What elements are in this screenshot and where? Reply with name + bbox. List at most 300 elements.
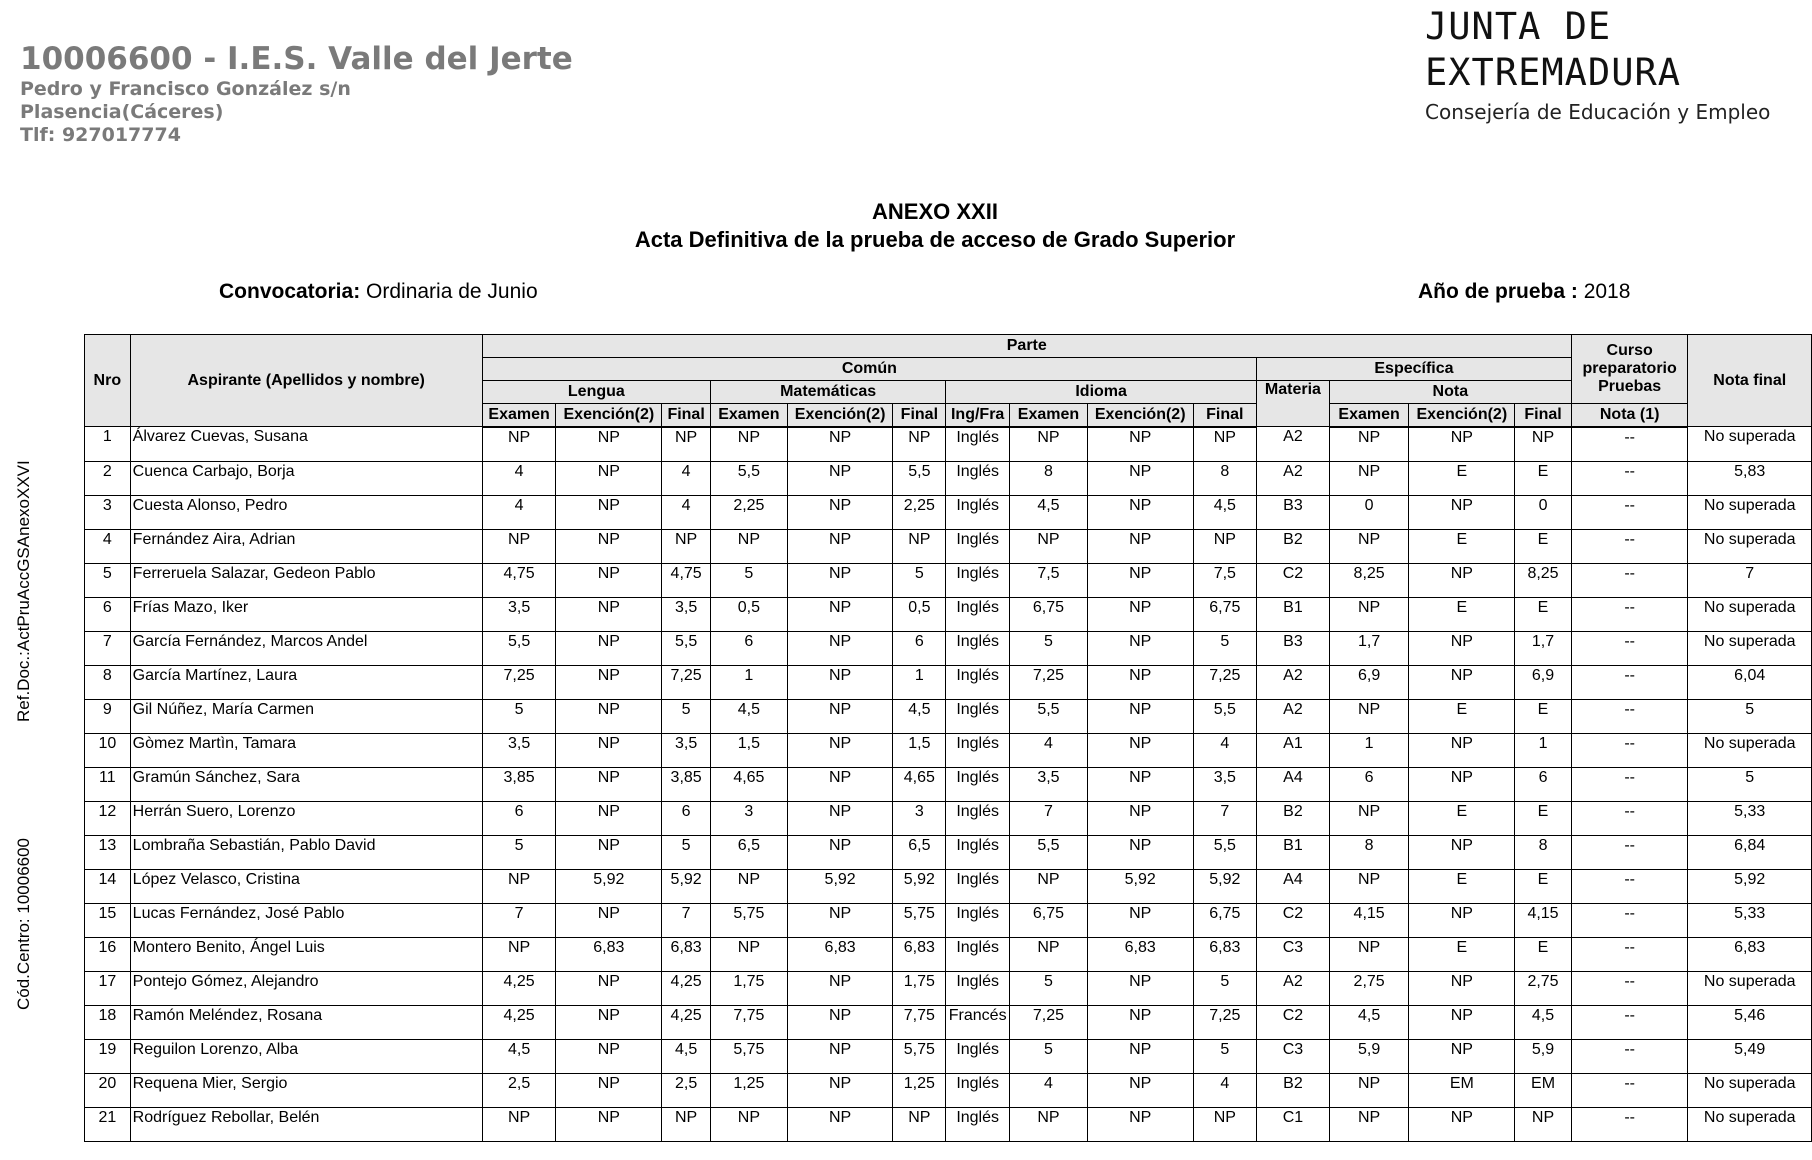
cell-idioma-lang: Inglés: [946, 495, 1010, 529]
cell-lengua-final: 3,5: [662, 733, 711, 767]
cell-idioma-examen: 4,5: [1010, 495, 1088, 529]
cell-esp-final: E: [1515, 869, 1572, 903]
cell-mat-examen: 6: [711, 631, 788, 665]
cell-nro: 11: [85, 767, 131, 801]
table-row: [85, 903, 1812, 937]
cell-aspirante: Gil Núñez, María Carmen: [130, 699, 482, 733]
cell-lengua-examen: NP: [482, 1107, 556, 1141]
cell-aspirante: Reguilon Lorenzo, Alba: [130, 1039, 482, 1073]
cell-mat-examen: 1,25: [711, 1073, 788, 1107]
cell-esp-examen: 6: [1329, 767, 1409, 801]
cell-lengua-examen: 3,5: [482, 597, 556, 631]
header-idioma-exencion: Exención(2): [1087, 404, 1193, 427]
cell-lengua-final: 4,5: [662, 1039, 711, 1073]
cell-esp-examen: NP: [1329, 869, 1409, 903]
cell-curso-nota: --: [1571, 903, 1688, 937]
cell-esp-examen: 4,15: [1329, 903, 1409, 937]
cell-nro: 16: [85, 937, 131, 971]
cell-materia: A2: [1257, 427, 1330, 462]
year: [1418, 280, 1630, 304]
year-value: 2018: [1583, 280, 1631, 303]
cell-lengua-examen: 4,25: [482, 1005, 556, 1039]
cell-curso-nota: --: [1571, 1107, 1688, 1141]
cell-nota-final: 5: [1688, 699, 1812, 733]
cell-nro: 15: [85, 903, 131, 937]
cell-esp-exencion: E: [1409, 461, 1515, 495]
header-curso-nota: Nota (1): [1571, 404, 1688, 427]
cell-idioma-examen: 4: [1010, 733, 1088, 767]
school-address: Pedro y Francisco González s/n: [20, 78, 351, 100]
cell-idioma-final: NP: [1193, 529, 1257, 563]
cell-nota-final: 7: [1688, 563, 1812, 597]
cell-mat-examen: NP: [711, 869, 788, 903]
cell-lengua-examen: 2,5: [482, 1073, 556, 1107]
cell-materia: B3: [1257, 495, 1330, 529]
cell-curso-nota: --: [1571, 665, 1688, 699]
cell-mat-exencion: NP: [787, 1039, 893, 1073]
cell-idioma-lang: Inglés: [946, 937, 1010, 971]
school-code-name: 10006600 - I.E.S. Valle del Jerte: [20, 41, 573, 77]
cell-lengua-examen: 4,75: [482, 563, 556, 597]
cell-idioma-lang: Inglés: [946, 427, 1010, 462]
cell-lengua-examen: 5: [482, 699, 556, 733]
cell-mat-examen: 5,75: [711, 1039, 788, 1073]
cell-lengua-exencion: NP: [556, 529, 662, 563]
header-nota-final: Nota final: [1688, 335, 1812, 427]
cell-lengua-examen: 7,25: [482, 665, 556, 699]
cell-lengua-exencion: NP: [556, 1073, 662, 1107]
cell-lengua-examen: 5: [482, 835, 556, 869]
school-phone: Tlf: 927017774: [20, 124, 181, 146]
cell-aspirante: Gramún Sánchez, Sara: [130, 767, 482, 801]
cell-lengua-examen: 4: [482, 461, 556, 495]
cell-lengua-examen: NP: [482, 529, 556, 563]
cell-mat-examen: NP: [711, 937, 788, 971]
cell-mat-examen: NP: [711, 1107, 788, 1141]
cell-nota-final: 6,84: [1688, 835, 1812, 869]
cell-mat-examen: 1: [711, 665, 788, 699]
cell-esp-exencion: NP: [1409, 563, 1515, 597]
cell-curso-nota: --: [1571, 835, 1688, 869]
cell-mat-examen: 2,25: [711, 495, 788, 529]
cell-lengua-exencion: NP: [556, 427, 662, 462]
cell-materia: C2: [1257, 1005, 1330, 1039]
cell-esp-examen: NP: [1329, 1073, 1409, 1107]
cell-lengua-exencion: NP: [556, 665, 662, 699]
table-row: [85, 1073, 1812, 1107]
cell-esp-examen: NP: [1329, 427, 1409, 462]
cell-idioma-exencion: NP: [1087, 461, 1193, 495]
cell-materia: C2: [1257, 903, 1330, 937]
cell-idioma-exencion: NP: [1087, 699, 1193, 733]
cell-idioma-exencion: NP: [1087, 563, 1193, 597]
cell-idioma-examen: 4: [1010, 1073, 1088, 1107]
cell-esp-exencion: NP: [1409, 1107, 1515, 1141]
cell-esp-exencion: NP: [1409, 767, 1515, 801]
table-row: [85, 1039, 1812, 1073]
header-lengua: Lengua: [482, 381, 710, 404]
cell-nro: 14: [85, 869, 131, 903]
cell-lengua-exencion: NP: [556, 835, 662, 869]
cell-lengua-final: 3,85: [662, 767, 711, 801]
cell-mat-exencion: NP: [787, 631, 893, 665]
cell-lengua-examen: 7: [482, 903, 556, 937]
cell-lengua-exencion: NP: [556, 461, 662, 495]
cell-idioma-final: 6,75: [1193, 597, 1257, 631]
cell-mat-exencion: 6,83: [787, 937, 893, 971]
cell-idioma-final: 5,5: [1193, 835, 1257, 869]
cell-nota-final: 5,49: [1688, 1039, 1812, 1073]
cell-idioma-examen: 6,75: [1010, 597, 1088, 631]
cell-lengua-exencion: 5,92: [556, 869, 662, 903]
cell-lengua-exencion: 6,83: [556, 937, 662, 971]
cell-nro: 17: [85, 971, 131, 1005]
cell-lengua-final: 6,83: [662, 937, 711, 971]
cell-nota-final: No superada: [1688, 971, 1812, 1005]
cell-lengua-exencion: NP: [556, 631, 662, 665]
cell-aspirante: Ramón Meléndez, Rosana: [130, 1005, 482, 1039]
cell-mat-final: 1: [893, 665, 946, 699]
cell-mat-exencion: NP: [787, 903, 893, 937]
cell-mat-examen: 0,5: [711, 597, 788, 631]
cell-mat-final: 6,5: [893, 835, 946, 869]
side-centre-code: Cód.Centro: 10006600: [14, 837, 33, 1010]
cell-mat-final: 0,5: [893, 597, 946, 631]
cell-materia: B1: [1257, 835, 1330, 869]
cell-esp-exencion: NP: [1409, 1039, 1515, 1073]
cell-idioma-lang: Inglés: [946, 665, 1010, 699]
cell-aspirante: Fernández Aira, Adrian: [130, 529, 482, 563]
cell-mat-exencion: NP: [787, 699, 893, 733]
side-ref: Ref.Doc.:ActPruAccGSAnexoXXVI: [14, 460, 33, 722]
cell-aspirante: Montero Benito, Ángel Luis: [130, 937, 482, 971]
header-nota: Nota: [1329, 381, 1571, 404]
header-lengua-examen: Examen: [482, 404, 556, 427]
cell-esp-final: 2,75: [1515, 971, 1572, 1005]
cell-nota-final: No superada: [1688, 597, 1812, 631]
cell-nro: 21: [85, 1107, 131, 1141]
cell-esp-final: E: [1515, 937, 1572, 971]
cell-esp-exencion: NP: [1409, 427, 1515, 462]
cell-lengua-exencion: NP: [556, 733, 662, 767]
cell-materia: A2: [1257, 699, 1330, 733]
cell-mat-exencion: NP: [787, 1107, 893, 1141]
cell-nota-final: No superada: [1688, 631, 1812, 665]
cell-mat-final: 5,75: [893, 903, 946, 937]
cell-nro: 3: [85, 495, 131, 529]
cell-esp-exencion: NP: [1409, 903, 1515, 937]
agency-department: Consejería de Educación y Empleo: [1425, 100, 1771, 124]
cell-lengua-final: 5: [662, 699, 711, 733]
cell-esp-examen: 8: [1329, 835, 1409, 869]
cell-idioma-exencion: NP: [1087, 801, 1193, 835]
cell-idioma-final: 5: [1193, 631, 1257, 665]
header-aspirante: Aspirante (Apellidos y nombre): [130, 335, 482, 427]
cell-lengua-exencion: NP: [556, 563, 662, 597]
cell-mat-final: 5: [893, 563, 946, 597]
cell-aspirante: López Velasco, Cristina: [130, 869, 482, 903]
cell-curso-nota: --: [1571, 869, 1688, 903]
cell-idioma-exencion: NP: [1087, 835, 1193, 869]
cell-lengua-final: 4,25: [662, 971, 711, 1005]
cell-materia: B1: [1257, 597, 1330, 631]
cell-idioma-lang: Inglés: [946, 869, 1010, 903]
cell-materia: C1: [1257, 1107, 1330, 1141]
cell-idioma-lang: Inglés: [946, 461, 1010, 495]
cell-materia: B3: [1257, 631, 1330, 665]
cell-aspirante: Lombraña Sebastián, Pablo David: [130, 835, 482, 869]
cell-curso-nota: --: [1571, 733, 1688, 767]
cell-curso-nota: --: [1571, 801, 1688, 835]
cell-esp-examen: NP: [1329, 461, 1409, 495]
cell-esp-exencion: NP: [1409, 1005, 1515, 1039]
header-especifica: Específica: [1257, 358, 1572, 381]
cell-nota-final: 5,46: [1688, 1005, 1812, 1039]
year-label: Año de prueba :: [1418, 280, 1578, 303]
cell-materia: C3: [1257, 937, 1330, 971]
cell-idioma-examen: 7,25: [1010, 665, 1088, 699]
cell-esp-exencion: NP: [1409, 733, 1515, 767]
cell-lengua-examen: 4,5: [482, 1039, 556, 1073]
cell-lengua-final: 4: [662, 461, 711, 495]
cell-idioma-examen: 7,5: [1010, 563, 1088, 597]
cell-esp-examen: NP: [1329, 699, 1409, 733]
cell-mat-final: 2,25: [893, 495, 946, 529]
cell-idioma-final: 5,5: [1193, 699, 1257, 733]
cell-materia: A2: [1257, 461, 1330, 495]
table-row: [85, 563, 1812, 597]
cell-mat-exencion: NP: [787, 1073, 893, 1107]
cell-nro: 9: [85, 699, 131, 733]
cell-idioma-final: 7,25: [1193, 1005, 1257, 1039]
cell-idioma-lang: Inglés: [946, 835, 1010, 869]
cell-curso-nota: --: [1571, 631, 1688, 665]
cell-esp-examen: NP: [1329, 801, 1409, 835]
table-row: [85, 529, 1812, 563]
cell-lengua-final: 7: [662, 903, 711, 937]
cell-nro: 10: [85, 733, 131, 767]
convocatoria-label: Convocatoria:: [219, 280, 361, 303]
cell-lengua-exencion: NP: [556, 699, 662, 733]
cell-idioma-exencion: NP: [1087, 1073, 1193, 1107]
table-row: [85, 733, 1812, 767]
cell-idioma-final: 7: [1193, 801, 1257, 835]
document-titles: [0, 198, 1812, 254]
table-row: [85, 495, 1812, 529]
cell-mat-exencion: NP: [787, 767, 893, 801]
cell-idioma-examen: 3,5: [1010, 767, 1088, 801]
cell-idioma-exencion: NP: [1087, 495, 1193, 529]
cell-esp-examen: 6,9: [1329, 665, 1409, 699]
cell-esp-exencion: NP: [1409, 971, 1515, 1005]
cell-mat-final: 6,83: [893, 937, 946, 971]
cell-aspirante: Ferreruela Salazar, Gedeon Pablo: [130, 563, 482, 597]
cell-idioma-exencion: NP: [1087, 971, 1193, 1005]
cell-idioma-lang: Inglés: [946, 971, 1010, 1005]
cell-idioma-examen: 5,5: [1010, 835, 1088, 869]
cell-materia: C2: [1257, 563, 1330, 597]
table-row: [85, 427, 1812, 462]
cell-mat-exencion: NP: [787, 1005, 893, 1039]
cell-esp-exencion: E: [1409, 801, 1515, 835]
cell-idioma-exencion: NP: [1087, 529, 1193, 563]
cell-lengua-exencion: NP: [556, 1107, 662, 1141]
cell-lengua-examen: NP: [482, 427, 556, 462]
cell-aspirante: Rodríguez Rebollar, Belén: [130, 1107, 482, 1141]
cell-mat-examen: 5,75: [711, 903, 788, 937]
cell-idioma-lang: Inglés: [946, 733, 1010, 767]
cell-nro: 5: [85, 563, 131, 597]
cell-lengua-final: 4,75: [662, 563, 711, 597]
cell-mat-examen: 5: [711, 563, 788, 597]
cell-curso-nota: --: [1571, 1039, 1688, 1073]
cell-materia: B2: [1257, 801, 1330, 835]
cell-nro: 8: [85, 665, 131, 699]
cell-lengua-exencion: NP: [556, 801, 662, 835]
cell-mat-exencion: NP: [787, 597, 893, 631]
cell-mat-final: 3: [893, 801, 946, 835]
cell-materia: A4: [1257, 869, 1330, 903]
cell-lengua-examen: 4,25: [482, 971, 556, 1005]
cell-lengua-final: 4: [662, 495, 711, 529]
cell-lengua-examen: NP: [482, 937, 556, 971]
cell-mat-exencion: NP: [787, 529, 893, 563]
convocatoria-value: Ordinaria de Junio: [366, 280, 538, 303]
cell-idioma-final: 7,25: [1193, 665, 1257, 699]
cell-aspirante: Herrán Suero, Lorenzo: [130, 801, 482, 835]
cell-esp-final: 6,9: [1515, 665, 1572, 699]
table-row: [85, 801, 1812, 835]
cell-esp-final: 6: [1515, 767, 1572, 801]
cell-nota-final: 5,33: [1688, 903, 1812, 937]
cell-mat-examen: 4,65: [711, 767, 788, 801]
cell-esp-exencion: E: [1409, 937, 1515, 971]
cell-nro: 1: [85, 427, 131, 462]
cell-idioma-final: 4: [1193, 733, 1257, 767]
cell-nro: 4: [85, 529, 131, 563]
cell-esp-examen: NP: [1329, 597, 1409, 631]
cell-esp-examen: 1: [1329, 733, 1409, 767]
cell-idioma-lang: Inglés: [946, 597, 1010, 631]
cell-idioma-exencion: NP: [1087, 767, 1193, 801]
cell-aspirante: Lucas Fernández, José Pablo: [130, 903, 482, 937]
cell-mat-final: NP: [893, 427, 946, 462]
cell-esp-exencion: NP: [1409, 665, 1515, 699]
cell-materia: A2: [1257, 665, 1330, 699]
cell-mat-exencion: NP: [787, 461, 893, 495]
agency-logo: [1425, 4, 1812, 124]
header-materia: Materia: [1257, 381, 1330, 427]
cell-mat-examen: 3: [711, 801, 788, 835]
cell-nota-final: 5,83: [1688, 461, 1812, 495]
table-row: [85, 971, 1812, 1005]
cell-mat-final: 1,25: [893, 1073, 946, 1107]
cell-esp-examen: 4,5: [1329, 1005, 1409, 1039]
cell-idioma-final: 4,5: [1193, 495, 1257, 529]
cell-idioma-final: 8: [1193, 461, 1257, 495]
cell-idioma-examen: 6,75: [1010, 903, 1088, 937]
cell-esp-final: E: [1515, 597, 1572, 631]
cell-nro: 13: [85, 835, 131, 869]
cell-nota-final: 6,83: [1688, 937, 1812, 971]
cell-lengua-exencion: NP: [556, 1005, 662, 1039]
cell-esp-final: E: [1515, 699, 1572, 733]
cell-mat-final: NP: [893, 1107, 946, 1141]
header-esp-examen: Examen: [1329, 404, 1409, 427]
cell-mat-final: 1,75: [893, 971, 946, 1005]
cell-mat-exencion: NP: [787, 495, 893, 529]
table-row: [85, 665, 1812, 699]
cell-lengua-final: 2,5: [662, 1073, 711, 1107]
header-idioma-ingfra: Ing/Fra: [946, 404, 1010, 427]
cell-nota-final: No superada: [1688, 733, 1812, 767]
cell-idioma-lang: Inglés: [946, 699, 1010, 733]
cell-idioma-final: 4: [1193, 1073, 1257, 1107]
cell-idioma-exencion: NP: [1087, 427, 1193, 462]
cell-aspirante: Frías Mazo, Iker: [130, 597, 482, 631]
cell-materia: C3: [1257, 1039, 1330, 1073]
cell-idioma-exencion: NP: [1087, 631, 1193, 665]
cell-mat-exencion: NP: [787, 801, 893, 835]
cell-esp-exencion: NP: [1409, 631, 1515, 665]
cell-esp-final: 8,25: [1515, 563, 1572, 597]
cell-idioma-final: 5: [1193, 971, 1257, 1005]
header-esp-exencion: Exención(2): [1409, 404, 1515, 427]
cell-esp-final: NP: [1515, 427, 1572, 462]
cell-idioma-final: 6,75: [1193, 903, 1257, 937]
cell-idioma-final: 3,5: [1193, 767, 1257, 801]
cell-mat-examen: NP: [711, 529, 788, 563]
cell-idioma-lang: Francés: [946, 1005, 1010, 1039]
cell-idioma-exencion: NP: [1087, 665, 1193, 699]
cell-idioma-lang: Inglés: [946, 767, 1010, 801]
header-idioma: Idioma: [946, 381, 1257, 404]
cell-esp-exencion: E: [1409, 869, 1515, 903]
cell-mat-exencion: NP: [787, 563, 893, 597]
cell-esp-examen: 8,25: [1329, 563, 1409, 597]
cell-aspirante: Requena Mier, Sergio: [130, 1073, 482, 1107]
cell-nro: 2: [85, 461, 131, 495]
cell-idioma-lang: Inglés: [946, 631, 1010, 665]
cell-lengua-final: 4,25: [662, 1005, 711, 1039]
cell-aspirante: Álvarez Cuevas, Susana: [130, 427, 482, 462]
cell-curso-nota: --: [1571, 767, 1688, 801]
cell-lengua-exencion: NP: [556, 971, 662, 1005]
cell-nota-final: No superada: [1688, 529, 1812, 563]
cell-idioma-lang: Inglés: [946, 529, 1010, 563]
cell-mat-exencion: 5,92: [787, 869, 893, 903]
cell-lengua-examen: 5,5: [482, 631, 556, 665]
cell-esp-exencion: NP: [1409, 495, 1515, 529]
cell-mat-final: 4,5: [893, 699, 946, 733]
cell-idioma-final: NP: [1193, 1107, 1257, 1141]
cell-idioma-exencion: NP: [1087, 733, 1193, 767]
cell-materia: A4: [1257, 767, 1330, 801]
cell-esp-final: EM: [1515, 1073, 1572, 1107]
cell-idioma-examen: 5: [1010, 631, 1088, 665]
cell-esp-examen: 0: [1329, 495, 1409, 529]
cell-mat-exencion: NP: [787, 733, 893, 767]
cell-esp-final: E: [1515, 529, 1572, 563]
cell-lengua-final: NP: [662, 529, 711, 563]
cell-nro: 20: [85, 1073, 131, 1107]
cell-materia: B2: [1257, 1073, 1330, 1107]
cell-aspirante: Pontejo Gómez, Alejandro: [130, 971, 482, 1005]
cell-curso-nota: --: [1571, 461, 1688, 495]
cell-esp-final: E: [1515, 801, 1572, 835]
cell-nota-final: No superada: [1688, 495, 1812, 529]
cell-aspirante: Cuesta Alonso, Pedro: [130, 495, 482, 529]
